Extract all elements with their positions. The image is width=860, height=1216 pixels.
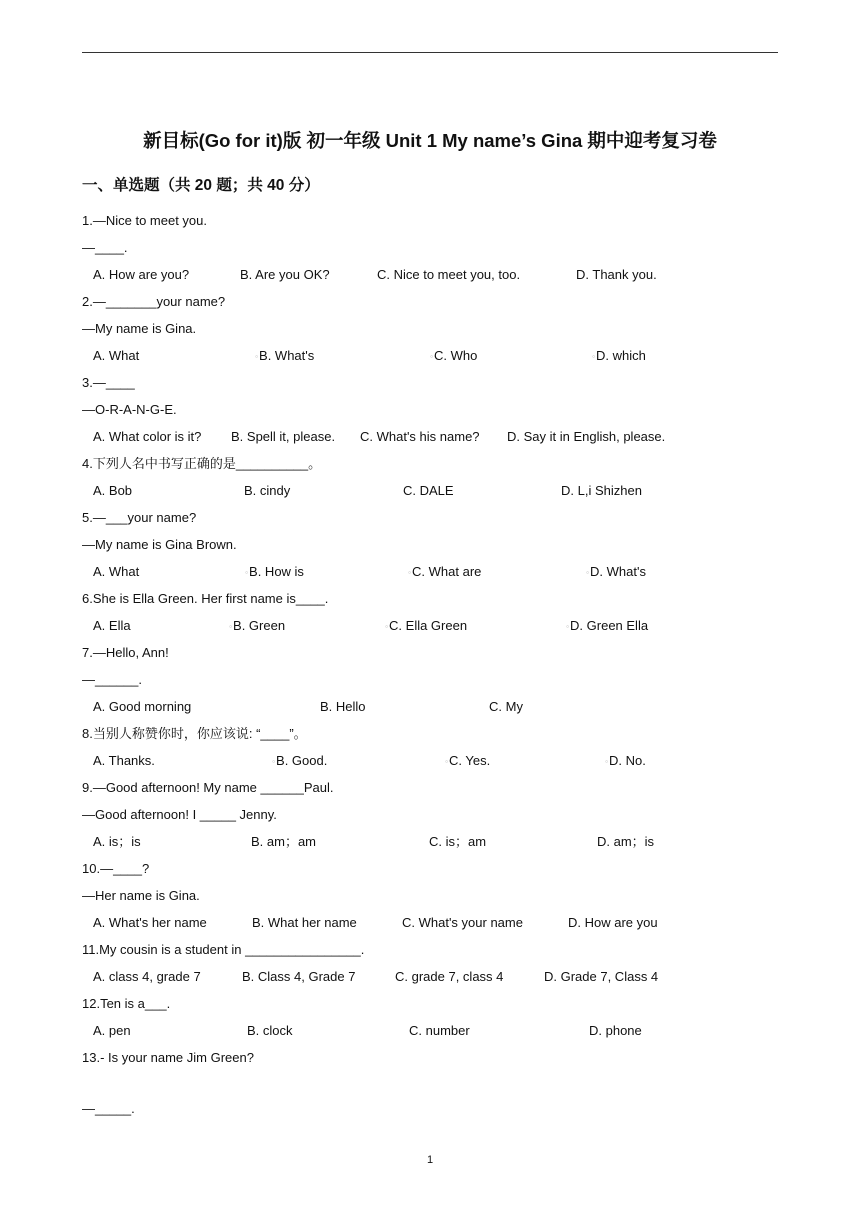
question-5-option-d	[586, 563, 646, 582]
option-label: D. Say it in English, please.	[507, 429, 666, 444]
question-11-option-d	[544, 968, 658, 986]
option-marker-icon: ○	[245, 569, 249, 576]
option-marker-icon: ○	[255, 353, 259, 360]
option-label: C. Who	[434, 348, 478, 363]
question-5-option-b	[245, 563, 304, 582]
header-rule	[82, 52, 778, 53]
question-4-option-c	[403, 482, 454, 500]
option-label: A. What	[93, 564, 140, 579]
option-marker-icon: ○	[408, 569, 412, 576]
page-number: 1	[426, 1154, 434, 1166]
option-label: D. How are you	[568, 915, 658, 930]
option-label: C. is；am	[429, 834, 487, 849]
question-9-option-d	[597, 833, 654, 851]
question-1-option-a	[93, 266, 189, 284]
option-label: A. Bob	[93, 483, 133, 498]
question-12-option-d	[589, 1022, 642, 1040]
question-2-option-c	[430, 347, 477, 366]
question-1-option-d	[576, 266, 657, 284]
option-marker-icon: ○	[566, 623, 570, 630]
option-label: B. Hello	[320, 699, 366, 714]
question-7-line-1: 7.—Hello, Ann!	[82, 645, 169, 660]
option-label: A. Thanks.	[93, 753, 155, 768]
question-10-option-c	[402, 914, 523, 932]
question-7-line-2: —______.	[82, 672, 142, 687]
question-2-option-a	[93, 347, 139, 365]
option-label: C. What are	[412, 564, 482, 579]
option-label: B. What's	[259, 348, 315, 363]
option-marker-icon: ○	[605, 758, 609, 765]
page-title: 新目标(Go for it)版 初一年级 Unit 1 My name’s Gina 期中迎考复习卷	[143, 130, 717, 151]
question-4-option-d	[561, 482, 642, 500]
question-6-option-c	[385, 617, 467, 636]
question-8-option-b	[272, 752, 327, 771]
question-10-line-2: —Her name is Gina.	[82, 888, 200, 903]
question-9-option-c	[429, 833, 486, 851]
option-marker-icon: ○	[445, 758, 449, 765]
option-label: C. number	[409, 1023, 470, 1038]
option-label: D. Green Ella	[570, 618, 649, 633]
question-3-option-d	[507, 428, 665, 446]
option-label: B. cindy	[244, 483, 291, 498]
option-label: C. grade 7, class 4	[395, 969, 504, 984]
question-9-line-2: —Good afternoon! I _____ Jenny.	[82, 807, 277, 822]
option-label: D. which	[596, 348, 646, 363]
option-label: C. Yes.	[449, 753, 491, 768]
question-12-option-b	[247, 1022, 293, 1040]
option-label: D. am；is	[597, 834, 655, 849]
option-label: C. What's your name	[402, 915, 523, 930]
option-label: A. What	[93, 348, 140, 363]
question-9-line-1: 9.—Good afternoon! My name ______Paul.	[82, 780, 334, 795]
option-label: A. pen	[93, 1023, 131, 1038]
section-heading: 一、单选题（共 20 题；共 40 分）	[82, 177, 320, 194]
question-8-line-1: 8.当别人称赞你时，你应该说: “____”。	[82, 726, 307, 741]
option-marker-icon: ○	[272, 758, 276, 765]
question-11-line-1: 11.My cousin is a student in ________________.	[82, 942, 365, 957]
question-1-option-c	[377, 266, 520, 284]
option-label: C. DALE	[403, 483, 454, 498]
question-10-option-a	[93, 914, 207, 932]
question-11-option-a	[93, 968, 201, 986]
question-8-option-a	[93, 752, 155, 770]
question-3-line-2: —O-R-A-N-G-E.	[82, 402, 177, 417]
option-marker-icon: ○	[229, 623, 233, 630]
question-10-option-d	[568, 914, 658, 932]
option-label: A. Ella	[93, 618, 131, 633]
question-9-option-b	[251, 833, 316, 851]
question-5-line-1: 5.—___your name?	[82, 510, 197, 525]
option-label: B. Are you OK?	[240, 267, 330, 282]
option-label: B. clock	[247, 1023, 293, 1038]
option-label: D. Grade 7, Class 4	[544, 969, 659, 984]
question-4-line-1: 4.下列人名中书写正确的是__________。	[82, 456, 322, 471]
option-marker-icon: ○	[586, 569, 590, 576]
question-2-option-d	[592, 347, 646, 366]
option-label: A. How are you?	[93, 267, 190, 282]
option-label: D. phone	[589, 1023, 642, 1038]
question-8-option-c	[445, 752, 490, 771]
question-1-option-b	[240, 266, 330, 284]
question-12-option-a	[93, 1022, 131, 1040]
option-label: D. What's	[590, 564, 646, 579]
question-6-option-a	[93, 617, 131, 635]
option-label: D. Thank you.	[576, 267, 657, 282]
question-7-option-b	[320, 698, 366, 716]
option-label: A. class 4, grade 7	[93, 969, 201, 984]
option-label: B. How is	[249, 564, 304, 579]
question-1-line-2: —____.	[82, 240, 128, 255]
question-6-option-d	[566, 617, 648, 636]
question-7-option-c	[489, 698, 523, 716]
question-2-line-1: 2.—_______your name?	[82, 294, 226, 309]
option-label: D. L,i Shizhen	[561, 483, 642, 498]
option-label: C. My	[489, 699, 523, 714]
question-3-line-1: 3.—____	[82, 375, 135, 390]
option-marker-icon: ○	[385, 623, 389, 630]
question-5-option-c	[408, 563, 481, 582]
question-9-option-a	[93, 833, 141, 851]
option-label: A. Good morning	[93, 699, 192, 714]
question-4-option-a	[93, 482, 132, 500]
question-12-line-1: 12.Ten is a___.	[82, 996, 171, 1011]
question-11-option-b	[242, 968, 355, 986]
question-5-line-2: —My name is Gina Brown.	[82, 537, 237, 552]
option-label: B. Spell it, please.	[231, 429, 336, 444]
option-label: B. Green	[233, 618, 286, 633]
question-4-option-b	[244, 482, 290, 500]
question-2-option-b	[255, 347, 314, 366]
question-8-option-d	[605, 752, 646, 771]
option-label: A. What's her name	[93, 915, 207, 930]
question-5-option-a	[93, 563, 139, 581]
option-label: A. What color is it?	[93, 429, 202, 444]
question-11-option-c	[395, 968, 503, 986]
question-3-option-b	[231, 428, 335, 446]
option-label: B. am；am	[251, 834, 317, 849]
question-3-option-c	[360, 428, 480, 446]
question-1-line-1: 1.—Nice to meet you.	[82, 213, 207, 228]
question-13-line-1: 13.- Is your name Jim Green?	[82, 1050, 254, 1065]
question-12-option-c	[409, 1022, 470, 1040]
option-marker-icon: ○	[592, 353, 596, 360]
option-label: B. Good.	[276, 753, 328, 768]
option-marker-icon: ○	[430, 353, 434, 360]
option-label: B. What her name	[252, 915, 357, 930]
question-6-option-b	[229, 617, 285, 636]
option-label: C. What's his name?	[360, 429, 480, 444]
option-label: A. is；is	[93, 834, 141, 849]
option-label: C. Nice to meet you, too.	[377, 267, 521, 282]
question-10-option-b	[252, 914, 357, 932]
question-2-line-2: —My name is Gina.	[82, 321, 197, 336]
question-7-option-a	[93, 698, 191, 716]
question-13-line-2: —_____.	[82, 1101, 135, 1116]
question-10-line-1: 10.—____?	[82, 861, 150, 876]
option-label: C. Ella Green	[389, 618, 468, 633]
option-label: B. Class 4, Grade 7	[242, 969, 356, 984]
question-6-line-1: 6.She is Ella Green. Her first name is____.	[82, 591, 329, 606]
question-3-option-a	[93, 428, 201, 446]
option-label: D. No.	[609, 753, 646, 768]
